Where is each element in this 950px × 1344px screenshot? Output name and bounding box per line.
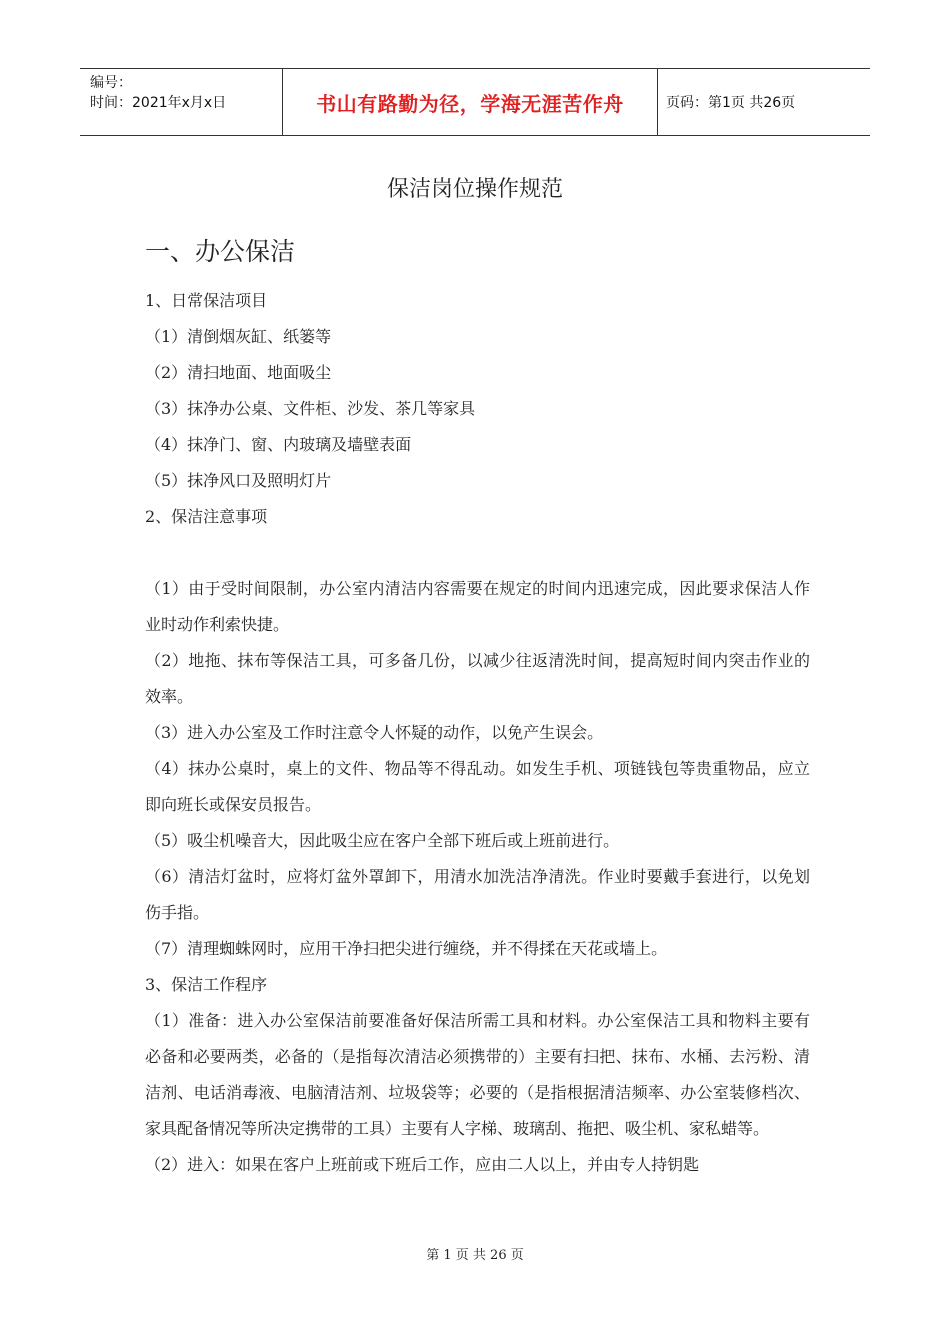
list-item: （3）抹净办公桌、文件柜、沙发、茶几等家具: [145, 399, 476, 418]
document-body: [145, 283, 810, 1183]
list-item: （4）抹净门、窗、内玻璃及墙壁表面: [145, 435, 412, 454]
list-item: （2）清扫地面、地面吸尘: [145, 363, 332, 382]
paragraph: （2）地拖、抹布等保洁工具，可多备几份，以减少往返清洗时间，提高短时间内突击作业的效率。: [145, 651, 810, 706]
paragraph: （5）吸尘机噪音大，因此吸尘应在客户全部下班后或上班前进行。: [145, 831, 620, 850]
paragraph: （1）准备：进入办公室保洁前要准备好保洁所需工具和材料。办公室保洁工具和物料主要有必备和必要两类，必备的（是指每次清洁必须携带的）主要有扫把、抹布、水桶、去污粉、清洁剂、电话消毒液、电脑清洁剂、垃圾袋等；必要的（是指根据清洁频率、办公室装修档次、家具配备情况等所决定携带的工具）主要有人字梯、玻璃刮、拖把、吸尘机、家私蜡等。: [145, 1011, 810, 1138]
paragraph: （7）清理蜘蛛网时，应用干净扫把尖进行缠绕，并不得揉在天花或墙上。: [145, 939, 668, 958]
list-item: （5）抹净风口及照明灯片: [145, 471, 332, 490]
header-meta: [80, 69, 282, 135]
paragraph: （4）抹办公桌时，桌上的文件、物品等不得乱动。如发生手机、项链钱包等贵重物品，应立即向班长或保安员报告。: [145, 759, 810, 814]
time-label: 时间：2021年x月x日: [90, 95, 227, 111]
subsection-heading: 2、保洁注意事项: [145, 507, 268, 526]
list-item: （1）清倒烟灰缸、纸篓等: [145, 327, 332, 346]
subsection-heading: 1、日常保洁项目: [145, 291, 268, 310]
blank-line: [145, 535, 810, 571]
page-header: [80, 68, 870, 136]
paragraph: （3）进入办公室及工作时注意令人怀疑的动作，以免产生误会。: [145, 723, 604, 742]
header-slogan: 书山有路勤为径，学海无涯苦作舟: [282, 69, 658, 135]
section-title: 一、办公保洁: [145, 237, 296, 266]
code-label: 编号：: [90, 75, 132, 91]
page-footer: 第 1 页 共 26 页: [426, 1248, 524, 1263]
paragraph: （6）清洁灯盆时，应将灯盆外罩卸下，用清水加洗洁净清洗。作业时要戴手套进行，以免划伤手指。: [145, 867, 810, 922]
paragraph: （2）进入：如果在客户上班前或下班后工作，应由二人以上，并由专人持钥匙: [145, 1155, 700, 1174]
header-page-info: 页码：第1页 共26页: [666, 95, 796, 111]
subsection-heading: 3、保洁工作程序: [145, 975, 268, 994]
document-title: 保洁岗位操作规范: [386, 177, 563, 202]
paragraph: （1）由于受时间限制，办公室内清洁内容需要在规定的时间内迅速完成，因此要求保洁人作业时动作利索快捷。: [145, 579, 810, 634]
